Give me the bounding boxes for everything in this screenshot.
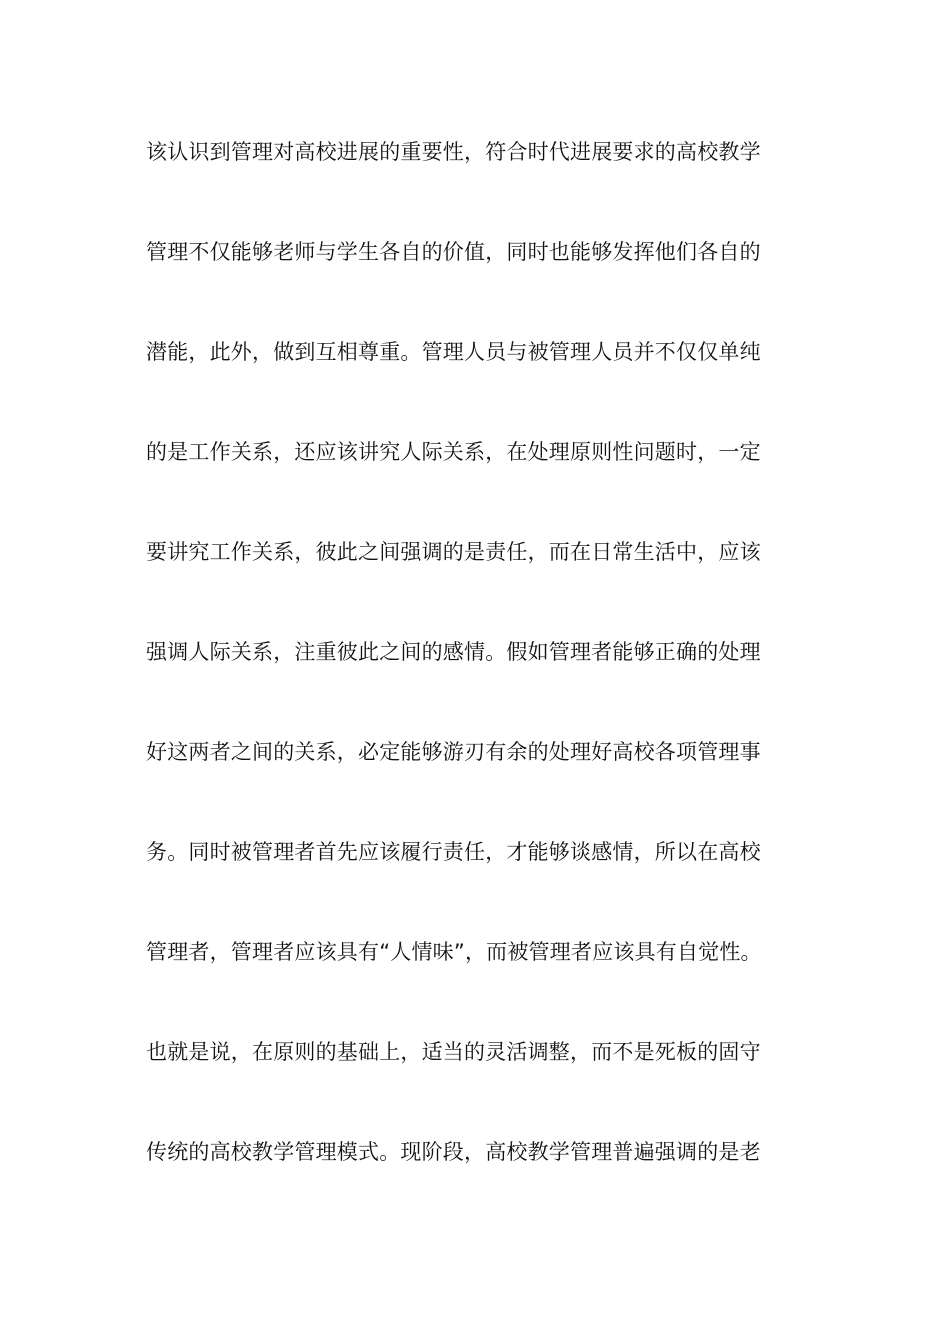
text-line-9: 管理者，管理者应该具有“人情味”，而被管理者应该具有自觉性。 — [146, 940, 762, 964]
text-line-2: 管理不仅能够老师与学生各自的价值，同时也能够发挥他们各自的 — [146, 240, 761, 264]
body-text — [146, 128, 846, 1228]
text-line-6: 强调人际关系，注重彼此之间的感情。假如管理者能够正确的处理 — [146, 640, 761, 664]
text-line-3: 潜能，此外，做到互相尊重。管理人员与被管理人员并不仅仅单纯 — [146, 340, 761, 364]
text-line-4: 的是工作关系，还应该讲究人际关系，在处理原则性问题时，一定 — [146, 440, 761, 464]
text-line-5: 要讲究工作关系，彼此之间强调的是责任，而在日常生活中，应该 — [146, 540, 761, 564]
text-line-7: 好这两者之间的关系，必定能够游刃有余的处理好高校各项管理事 — [146, 740, 761, 764]
text-line-1: 该认识到管理对高校进展的重要性，符合时代进展要求的高校教学 — [146, 140, 761, 164]
text-line-11: 传统的高校教学管理模式。现阶段，高校教学管理普遍强调的是老 — [146, 1140, 761, 1164]
text-line-8: 务。同时被管理者首先应该履行责任，才能够谈感情，所以在高校 — [146, 840, 761, 864]
text-line-10: 也就是说，在原则的基础上，适当的灵活调整，而不是死板的固守 — [146, 1040, 761, 1064]
